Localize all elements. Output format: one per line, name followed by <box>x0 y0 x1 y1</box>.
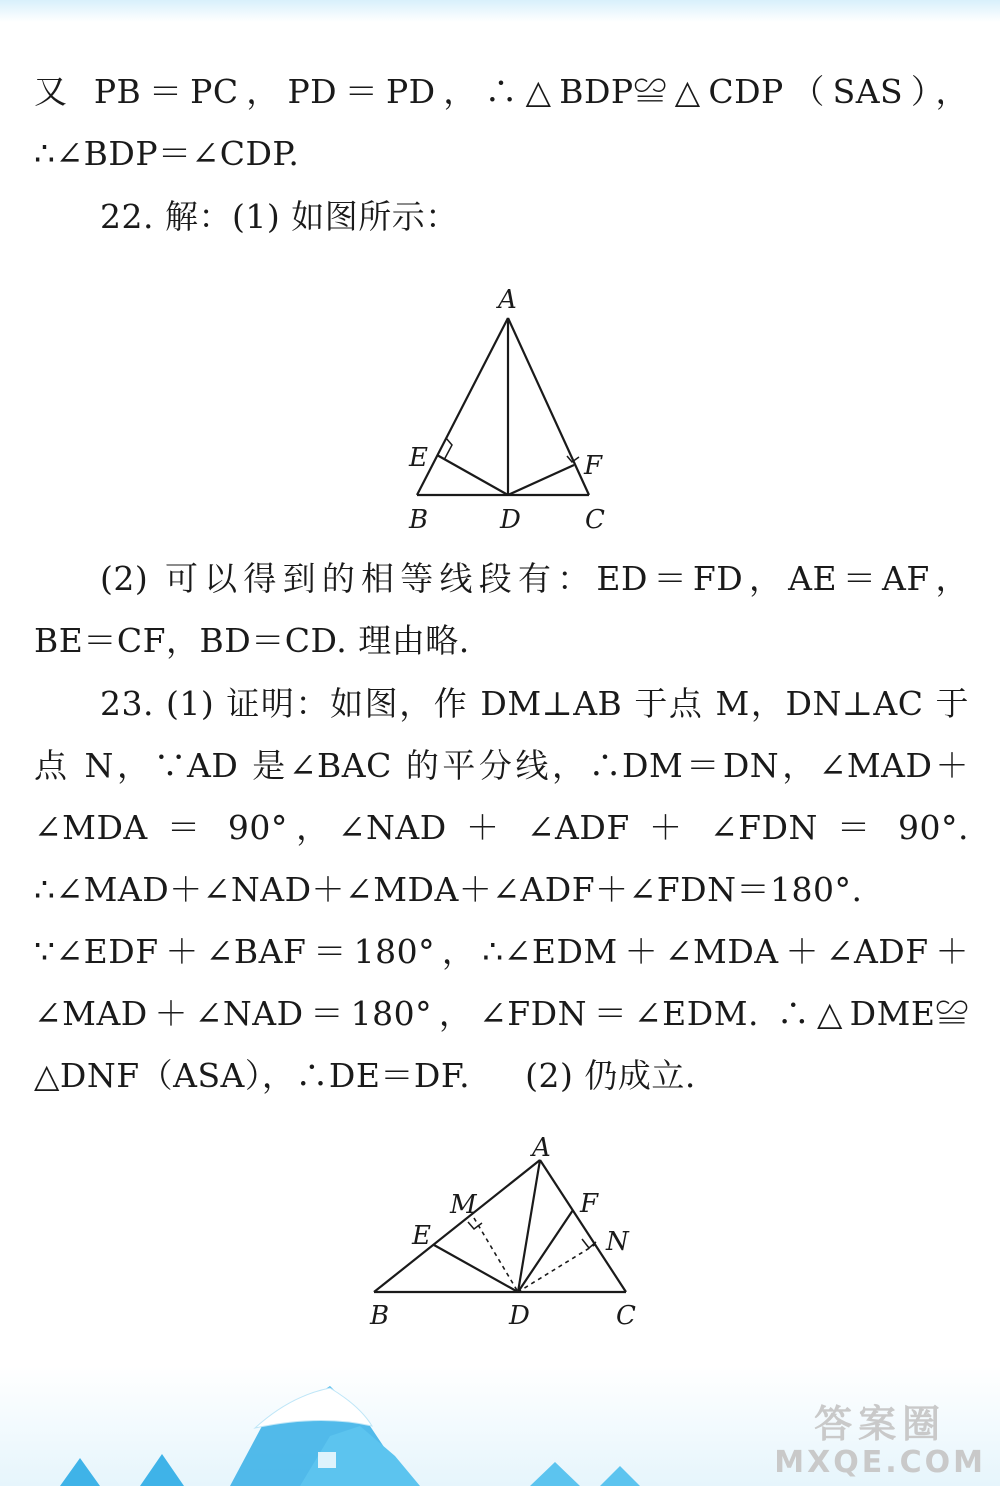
label-D: D <box>500 505 521 535</box>
watermark-url: MXQE.COM <box>774 1445 986 1480</box>
label-B: B <box>409 505 429 535</box>
label-F: F <box>584 451 603 481</box>
text-line-4: (2) 可以得到的相等线段有：ED＝FD，AE＝AF， <box>100 559 969 598</box>
text-line-9: ∴∠MAD＋∠NAD＋∠MDA＋∠ADF＋∠FDN＝180°. <box>34 870 863 909</box>
text-line-8: ∠MDA ＝ 90°，∠NAD ＋ ∠ADF ＋ ∠FDN ＝ 90°. <box>34 808 969 847</box>
label-C: C <box>616 1301 636 1331</box>
label-C: C <box>585 505 605 535</box>
text-line-10: ∵∠EDF＋∠BAF＝180°，∴∠EDM＋∠MDA＋∠ADF＋ <box>34 932 969 971</box>
top-gradient-band <box>0 0 1000 22</box>
label-A: A <box>498 285 517 315</box>
text-line-5: BE＝CF，BD＝CD. 理由略. <box>34 621 470 660</box>
label-F: F <box>580 1189 599 1219</box>
figure-triangle-abc-1 <box>395 280 625 540</box>
text-line-7: 点 N，∵AD 是∠BAC 的平分线，∴DM＝DN，∠MAD＋ <box>34 746 969 785</box>
figure-triangle-abc-2 <box>360 1130 650 1340</box>
text-line-1: 又 PB＝PC，PD＝PD，∴△BDP≌△CDP（SAS）， <box>34 72 969 111</box>
text-line-2: ∴∠BDP＝∠CDP. <box>34 134 300 173</box>
label-B: B <box>370 1301 390 1331</box>
label-A: A <box>532 1133 551 1163</box>
label-N: N <box>606 1227 629 1257</box>
text-line-12: △DNF（ASA），∴DE＝DF. (2) 仍成立. <box>34 1056 696 1095</box>
watermark-logo-text: 答案圈 <box>814 1402 947 1446</box>
text-line-11: ∠MAD＋∠NAD＝180°，∠FDN＝∠EDM. ∴△DME≌ <box>34 994 969 1033</box>
label-M: M <box>450 1190 477 1220</box>
problem-22-heading: 22. 解：(1) 如图所示： <box>100 197 459 236</box>
problem-23-heading: 23. (1) 证明：如图，作 DM⊥AB 于点 M，DN⊥AC 于 <box>100 684 969 723</box>
label-D: D <box>509 1301 530 1331</box>
label-E: E <box>412 1221 431 1251</box>
watermark <box>774 1402 986 1480</box>
label-E: E <box>409 443 428 473</box>
